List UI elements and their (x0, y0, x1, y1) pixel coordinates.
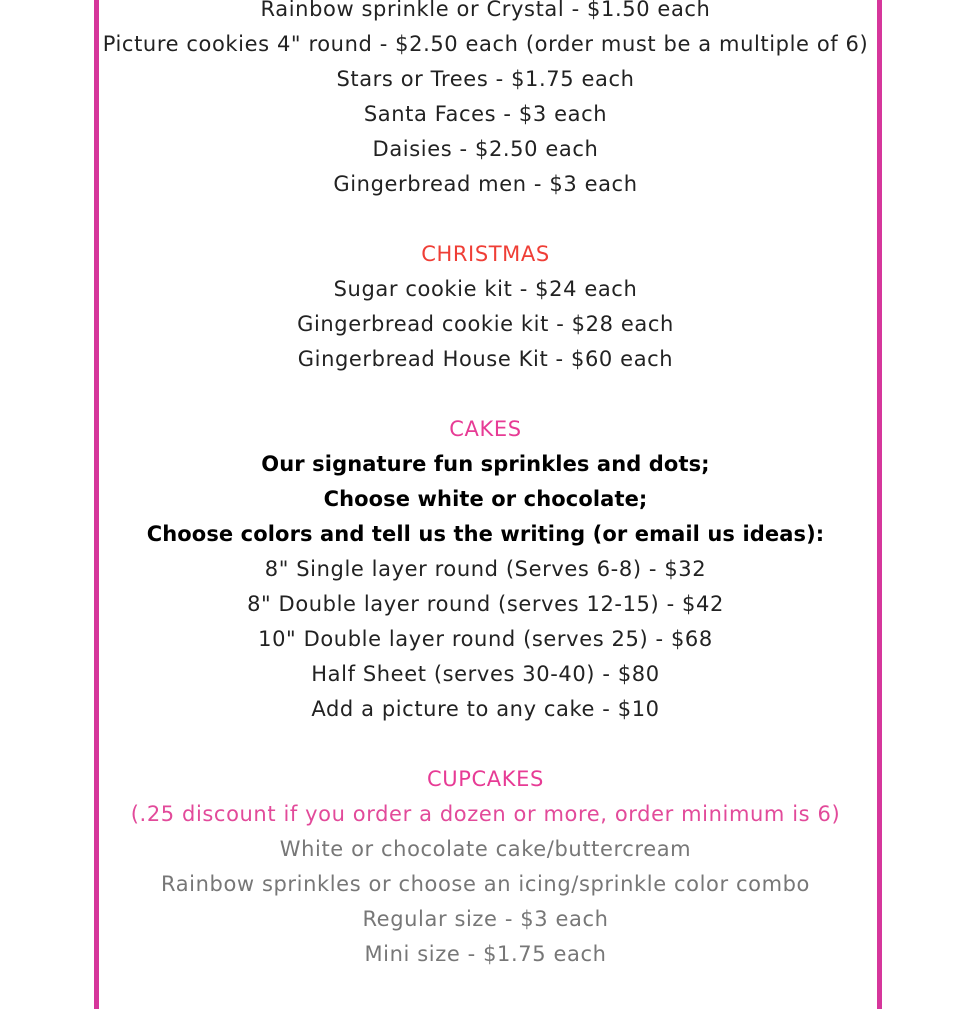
cupcake-item: Regular size - $3 each (362, 907, 609, 931)
cakes-note: Choose colors and tell us the writing (or email us ideas): (146, 522, 825, 546)
cakes-note: Choose white or chocolate; (323, 487, 648, 511)
cupcake-item: Mini size - $1.75 each (364, 942, 607, 966)
cupcake-item: White or chocolate cake/buttercream (279, 837, 692, 861)
section-spacer (0, 727, 965, 762)
cake-item: Half Sheet (serves 30-40) - $80 (311, 662, 660, 686)
cake-item: Add a picture to any cake - $10 (311, 697, 660, 721)
cupcake-item: Rainbow sprinkles or choose an icing/sprinkle color combo (160, 872, 811, 896)
cookie-item: Stars or Trees - $1.75 each (336, 67, 635, 91)
cupcakes-heading: CUPCAKES (427, 767, 544, 791)
christmas-item: Gingerbread House Kit - $60 each (297, 347, 674, 371)
cakes-heading: CAKES (449, 417, 522, 441)
christmas-item: Gingerbread cookie kit - $28 each (297, 312, 674, 336)
cookie-item: Daisies - $2.50 each (372, 137, 599, 161)
section-spacer (0, 377, 965, 412)
cookie-item: Gingerbread men - $3 each (333, 172, 638, 196)
cake-item: 8" Single layer round (Serves 6-8) - $32 (264, 557, 707, 581)
christmas-heading: CHRISTMAS (421, 242, 550, 266)
cookie-item: Picture cookies 4" round - $2.50 each (order must be a multiple of 6) (102, 32, 869, 56)
cakes-note: Our signature fun sprinkles and dots; (261, 452, 710, 476)
cake-item: 10" Double layer round (serves 25) - $68 (258, 627, 713, 651)
christmas-item: Sugar cookie kit - $24 each (333, 277, 638, 301)
cupcakes-discount-note: (.25 discount if you order a dozen or more, order minimum is 6) (130, 802, 841, 826)
cookie-item: Rainbow sprinkle or Crystal - $1.50 each (260, 0, 711, 21)
cake-item: 8" Double layer round (serves 12-15) - $42 (247, 592, 724, 616)
cookie-item: Santa Faces - $3 each (363, 102, 608, 126)
section-spacer (0, 202, 965, 237)
